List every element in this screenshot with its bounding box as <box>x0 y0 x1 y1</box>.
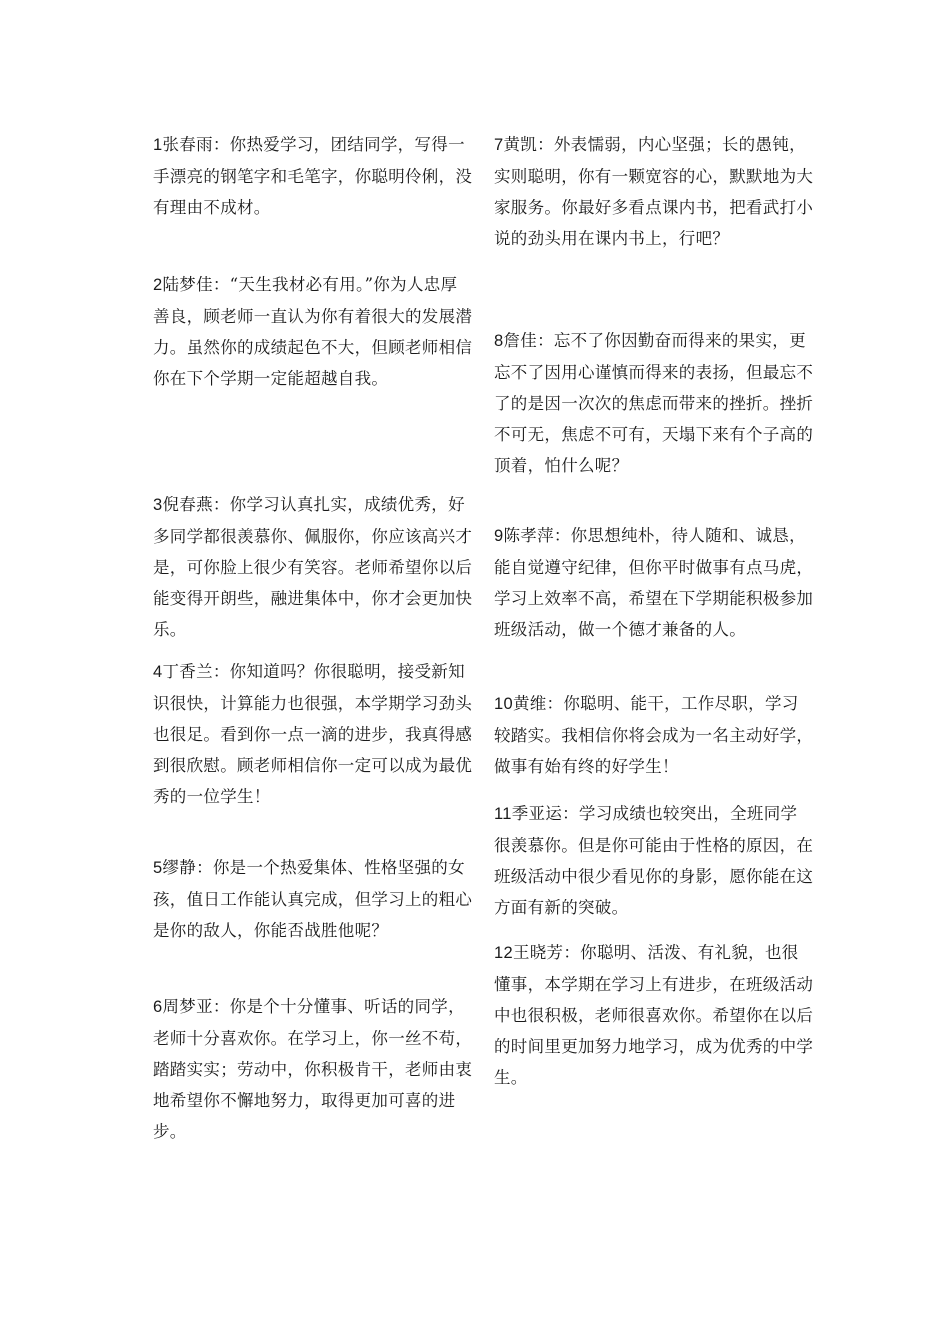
entry-number: 8 <box>494 332 504 350</box>
entry-text: 黄凯：外表懦弱，内心坚强；长的愚钝，实则聪明，你有一颗宽容的心，默默地为大家服务。你最好多看点课内书，把看武打小说的劲头用在课内书上，行吧？ <box>494 135 814 248</box>
comment-entry-10 <box>494 688 814 782</box>
comment-entry-1 <box>153 129 473 223</box>
entry-number: 6 <box>153 998 163 1016</box>
comment-entry-2 <box>153 269 473 394</box>
entry-text: 缪静：你是一个热爱集体、性格坚强的女孩，值日工作能认真完成，但学习上的粗心是你的敌人，你能否战胜他呢？ <box>153 858 473 940</box>
entry-text: 倪春燕：你学习认真扎实，成绩优秀，好多同学都很羡慕你、佩服你，你应该高兴才是，可你脸上很少有笑容。老师希望你以后能变得开朗些，融进集体中，你才会更加快乐。 <box>153 495 473 639</box>
comment-entry-3 <box>153 489 473 645</box>
entry-text: 王晓芳：你聪明、活泼、有礼貌，也很懂事，本学期在学习上有进步，在班级活动中也很积极，老师很喜欢你。希望你在以后的时间里更加努力地学习，成为优秀的中学生。 <box>494 943 814 1087</box>
comment-entry-9 <box>494 520 814 645</box>
entry-text: 张春雨：你热爱学习，团结同学，写得一手漂亮的钢笔字和毛笔字，你聪明伶俐，没有理由不成材。 <box>153 135 473 217</box>
entry-number: 2 <box>153 276 163 294</box>
entry-number: 4 <box>153 663 163 681</box>
entry-number: 3 <box>153 496 163 514</box>
entry-number: 11 <box>494 805 512 823</box>
comment-entry-12 <box>494 937 814 1093</box>
entry-text: 陈孝萍：你思想纯朴，待人随和、诚恳，能自觉遵守纪律，但你平时做事有点马虎，学习上效率不高，希望在下学期能积极参加班级活动，做一个德才兼备的人。 <box>494 526 814 639</box>
comment-entry-6 <box>153 991 473 1147</box>
entry-text: 周梦亚：你是个十分懂事、听话的同学，老师十分喜欢你。在学习上，你一丝不苟，踏踏实实；劳动中，你积极肯干，老师由衷地希望你不懈地努力，取得更加可喜的进步。 <box>153 997 473 1141</box>
entry-text: 季亚运：学习成绩也较突出，全班同学很羡慕你。但是你可能由于性格的原因，在班级活动中很少看见你的身影，愿你能在这方面有新的突破。 <box>494 804 814 917</box>
entry-number: 1 <box>153 136 163 154</box>
entry-number: 12 <box>494 944 513 962</box>
entry-number: 7 <box>494 136 504 154</box>
comment-entry-7 <box>494 129 814 254</box>
entry-text: 黄维：你聪明、能干，工作尽职，学习较踏实。我相信你将会成为一名主动好学，做事有始有终的好学生！ <box>494 694 814 776</box>
comment-entry-4 <box>153 656 473 812</box>
entry-text: 陆梦佳：“天生我材必有用。”你为人忠厚善良，顾老师一直认为你有着很大的发展潜力。虽然你的成绩起色不大，但顾老师相信你在下个学期一定能超越自我。 <box>153 275 473 388</box>
entry-text: 丁香兰：你知道吗？你很聪明，接受新知识很快，计算能力也很强，本学期学习劲头也很足。看到你一点一滴的进步，我真得感到很欣慰。顾老师相信你一定可以成为最优秀的一位学生！ <box>153 662 473 806</box>
entry-number: 5 <box>153 859 163 877</box>
comment-entry-8 <box>494 325 814 481</box>
entry-text: 詹佳：忘不了你因勤奋而得来的果实，更忘不了因用心谨慎而得来的表扬，但最忘不了的是因一次次的焦虑而带来的挫折。挫折不可无，焦虑不可有，天塌下来有个子高的顶着，怕什么呢？ <box>494 331 814 475</box>
comment-entry-11 <box>494 798 814 923</box>
entry-number: 9 <box>494 527 504 545</box>
entry-number: 10 <box>494 695 513 713</box>
comment-entry-5 <box>153 852 473 946</box>
